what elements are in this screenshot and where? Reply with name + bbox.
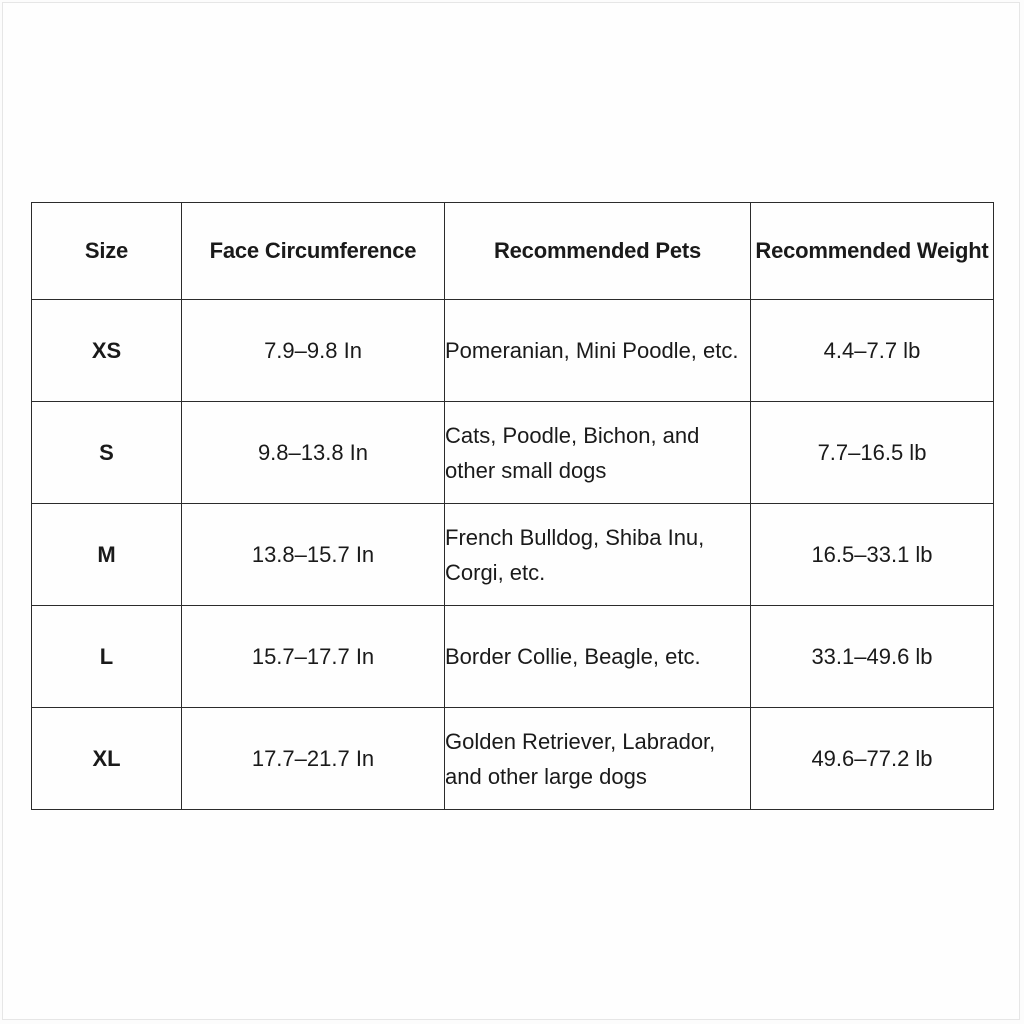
pets-cell <box>445 300 751 402</box>
size-cell: XS <box>32 300 182 402</box>
weight-cell: 7.7–16.5 lb <box>751 402 994 504</box>
weight-cell: 33.1–49.6 lb <box>751 606 994 708</box>
face-cell: 9.8–13.8 In <box>182 402 445 504</box>
header-face-circumference: Face Circumference <box>182 203 445 300</box>
table-row <box>32 402 994 504</box>
face-cell: 13.8–15.7 In <box>182 504 445 606</box>
table-row <box>32 504 994 606</box>
pets-text: Border Collie, Beagle, etc. <box>445 644 701 669</box>
pets-text: Cats, Poodle, Bichon, and other small dogs <box>445 422 700 483</box>
size-cell: L <box>32 606 182 708</box>
header-size: Size <box>32 203 182 300</box>
weight-cell: 16.5–33.1 lb <box>751 504 994 606</box>
pets-cell <box>445 708 751 810</box>
pets-cell <box>445 402 751 504</box>
size-chart-table <box>31 202 994 810</box>
table-row <box>32 606 994 708</box>
size-cell: S <box>32 402 182 504</box>
pets-text: French Bulldog, Shiba Inu, Corgi, etc. <box>445 524 705 585</box>
header-row <box>32 203 994 300</box>
weight-cell: 4.4–7.7 lb <box>751 300 994 402</box>
face-cell: 7.9–9.8 In <box>182 300 445 402</box>
table-row <box>32 300 994 402</box>
table-row <box>32 708 994 810</box>
header-recommended-pets: Recommended Pets <box>445 203 751 300</box>
weight-cell: 49.6–77.2 lb <box>751 708 994 810</box>
face-cell: 15.7–17.7 In <box>182 606 445 708</box>
pets-cell <box>445 504 751 606</box>
pets-text: Golden Retriever, Labrador, and other large dogs <box>445 728 716 789</box>
size-cell: XL <box>32 708 182 810</box>
pets-cell <box>445 606 751 708</box>
face-cell: 17.7–21.7 In <box>182 708 445 810</box>
size-cell: M <box>32 504 182 606</box>
header-recommended-weight: Recommended Weight <box>751 203 994 300</box>
pets-text: Pomeranian, Mini Poodle, etc. <box>445 338 739 363</box>
